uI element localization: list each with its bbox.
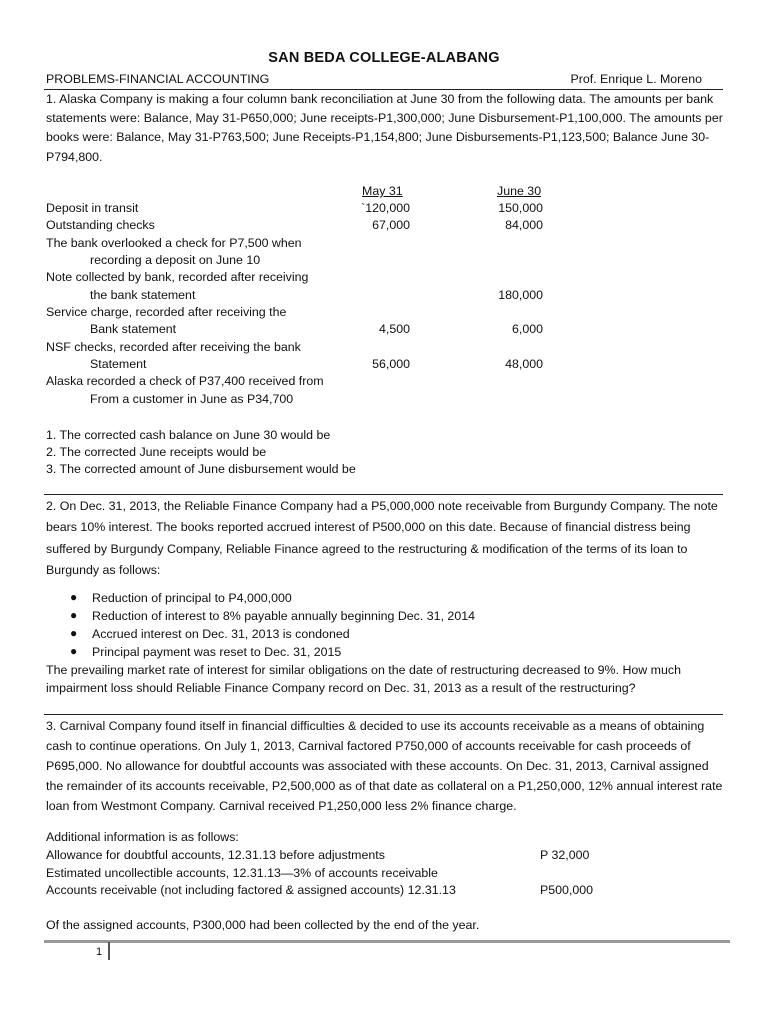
question-item: 1. The corrected cash balance on June 30 would be: [46, 428, 331, 442]
section-divider: [44, 494, 723, 495]
list-item: Accrued interest on Dec. 31, 2013 is condoned: [92, 627, 350, 641]
table-row-label: Service charge, recorded after receiving the: [46, 305, 287, 319]
table-cell-may: `120,000: [361, 201, 410, 215]
table-row-label: NSF checks, recorded after receiving the bank: [46, 340, 301, 354]
table-cell-june: 6,000: [511, 322, 543, 336]
professor-name: Prof. Enrique L. Moreno: [570, 72, 702, 86]
col-header-may: May 31: [362, 184, 403, 198]
list-item: Reduction of interest to 8% payable annually beginning Dec. 31, 2014: [92, 609, 475, 623]
list-item: Reduction of principal to P4,000,000: [92, 591, 292, 605]
list-item: Principal payment was reset to Dec. 31, 2015: [92, 645, 342, 659]
col-header-june: June 30: [497, 184, 542, 198]
info-item-amount: P500,000: [540, 883, 594, 897]
table-row-label: From a customer in June as P34,700: [90, 392, 294, 406]
bullet-icon: ●: [70, 644, 78, 658]
problem2-question: The prevailing market rate of interest for similar obligations on the date of restructuring decreased to 9%. How much impairment loss should Reliable Finance Company record on Dec. 31, 2013 as a result of the restructuring?: [46, 663, 681, 695]
table-row-label: Alaska recorded a check of P37,400 received from: [46, 374, 324, 388]
table-cell-june: 48,000: [505, 357, 543, 371]
problem2-intro: 2. On Dec. 31, 2013, the Reliable Finance Company had a P5,000,000 note receivable from Burgundy Company. The note bears 10% interest. The books reported accrued interest of P500,000 on this date. Because of financial distress being suffered by Burgundy Company, Reliable Finance agreed to the restructuring & modification of the terms of its loan to Burgundy as follows:: [46, 499, 718, 578]
page-number-bar: [108, 942, 110, 960]
bullet-icon: ●: [70, 608, 78, 622]
table-row-label: the bank statement: [90, 288, 196, 302]
table-cell-june: 84,000: [505, 218, 543, 232]
question-item: 3. The corrected amount of June disbursement would be: [46, 462, 356, 476]
table-cell-may: 4,500: [378, 322, 410, 336]
info-item-label: Accounts receivable (not including factored & assigned accounts) 12.31.13: [46, 883, 456, 897]
table-row-label: Outstanding checks: [46, 218, 155, 232]
table-row-label: Deposit in transit: [46, 201, 139, 215]
info-item-label: Estimated uncollectible accounts, 12.31.13—3% of accounts receivable: [46, 866, 438, 880]
info-item-amount: P 32,000: [540, 848, 590, 862]
footer-divider: [44, 940, 730, 943]
additional-info-heading: Additional information is as follows:: [46, 830, 239, 844]
bullet-icon: ●: [70, 590, 78, 604]
table-row-label: Statement: [90, 357, 147, 371]
question-item: 2. The corrected June receipts would be: [46, 445, 267, 459]
table-row-label: recording a deposit on June 10: [90, 253, 261, 267]
table-cell-june: 180,000: [498, 288, 543, 302]
bullet-icon: ●: [70, 626, 78, 640]
info-item-label: Allowance for doubtful accounts, 12.31.13 before adjustments: [46, 848, 385, 862]
section-divider: [44, 714, 723, 715]
page-number: 1: [96, 946, 103, 958]
problem3-intro: 3. Carnival Company found itself in financial difficulties & decided to use its accounts receivable as a means of obtaining cash to continue operations. On July 1, 2013, Carnival factored P750,000 of accounts receivable for cash proceeds of P695,000. No allowance for doubtful accounts was associated with these accounts. On Dec. 31, 2013, Carnival assigned the remainder of its accounts receivable, P2,500,000 as of that date as collateral on a P1,250,000, 12% annual interest rate loan from Westmont Company. Carnival received P1,250,000 less 2% finance charge.: [46, 719, 723, 813]
course-title: PROBLEMS-FINANCIAL ACCOUNTING: [46, 72, 270, 86]
problem1-intro: 1. Alaska Company is making a four column bank reconciliation at June 30 from the following data. The amounts per bank statements were: Balance, May 31-P650,000; June receipts-P1,300,000; June Disbursement-P1,100,000. The amounts per books were: Balance, May 31-P763,500; June Receipts-P1,154,800; June Disbursements-P1,123,500; Balance June 30-P794,800.: [46, 92, 723, 164]
table-row-label: Bank statement: [90, 322, 177, 336]
table-cell-may: 67,000: [372, 218, 410, 232]
problem3-closing: Of the assigned accounts, P300,000 had been collected by the end of the year.: [46, 918, 480, 932]
table-cell-june: 150,000: [498, 201, 543, 215]
page-title: SAN BEDA COLLEGE-ALABANG: [268, 50, 500, 66]
table-cell-may: 56,000: [372, 357, 410, 371]
table-row-label: Note collected by bank, recorded after receiving: [46, 270, 309, 284]
table-row-label: The bank overlooked a check for P7,500 when: [46, 236, 302, 250]
